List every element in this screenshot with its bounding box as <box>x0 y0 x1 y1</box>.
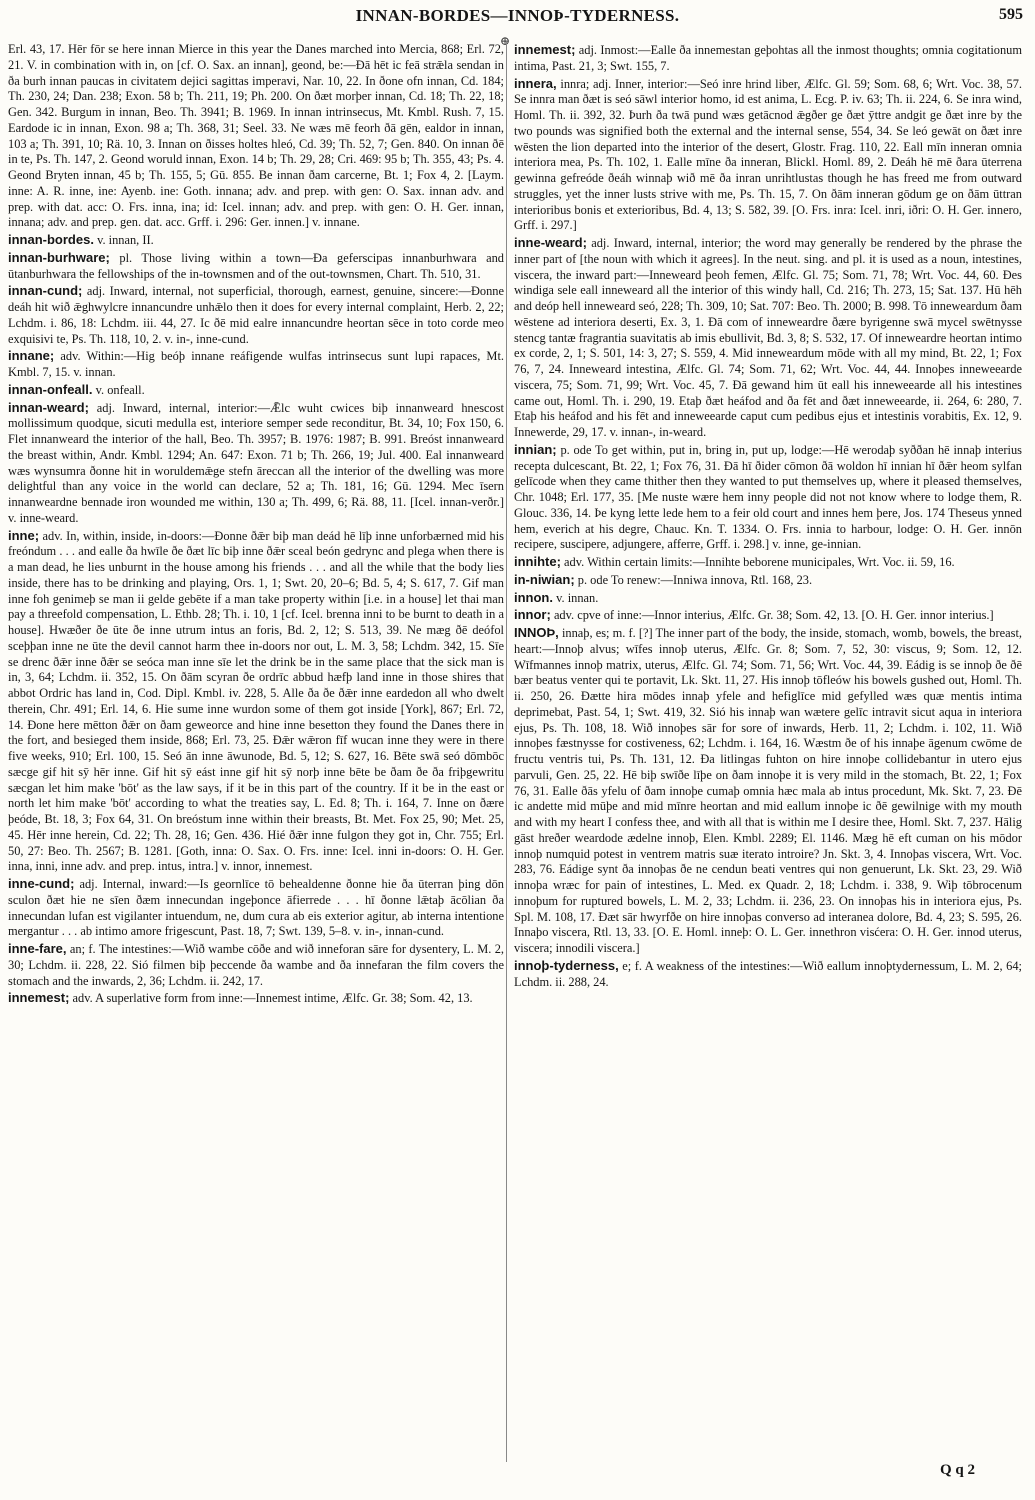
dictionary-entry <box>514 76 1022 235</box>
dictionary-entry <box>514 42 1022 75</box>
entry-headword: innane; <box>8 348 55 364</box>
entry-headword: innemest; <box>8 990 70 1006</box>
entry-definition: adj. Inmost:—Ealle ða innemestan geþohtas all the inmost thoughts; omnia cogitationum intima, Past. 21, 3; Swt. 155, 7. <box>514 43 1022 73</box>
entry-definition: an; f. The intestines:—Wið wambe cōðe and wið inneforan sāre for dysentery, L. M. 2, 30; Lchdm. ii. 228, 22. Sió filmen biþ þeccende ða wambe and ða innefaran the film covers the stomach and the inwards, 2, 36; Lchdm. ii. 242, 17. <box>8 942 504 988</box>
dictionary-entry <box>8 941 504 989</box>
entry-headword: innan-onfeall. <box>8 381 93 397</box>
dictionary-entry <box>514 442 1022 553</box>
column-divider-ornament-top: ⊕ <box>500 34 511 48</box>
entry-headword: innan-cund; <box>8 283 83 299</box>
dictionary-entry <box>8 990 504 1007</box>
dictionary-entry <box>8 382 504 399</box>
entry-definition: Erl. 43, 17. Hēr fōr se here innan Mierce in this year the Danes marched into Mercia, 868; Erl. 72, 21. V. in combination with in, on [cf. O. Sax. an innan], geond, be:—Ðā hēt ic feā strǣla sendan in ða burh innan paucas in civitatem dejici sagittas imperavi, Nar. 10, 22. In ðone ofn innan, Cd. 184; Th. 230, 24; Dan. 238; Exon. 58 b; Th. 211, 19; Ph. 200. On ðæt morþer innan, Cd. 18; Th. 22, 18; Gen. 342. Burgum in innan, Beo. Th. 3941; B. 1969. In innan intrinsecus, Mt. Kmbl. Rush. 7, 15. Eardode ic in innan, Exon. 98 a; Th. 368, 31; Seel. 33. Ne wæs mē feorh ðā gēn, ealdor in innan, 103 a; Th. 391, 10; Rä. 10, 3. Innan on ðisses holtes hleó, Cd. 39; Th. 52, 7; Gen. 840. On innan ðē in te, Ps. Th. 147, 2. Geond woruld innan, Exon. 14 b; Th. 29, 28; Cri. 469: 95 b; Th. 355, 43; Ps. 4. Geond Bryten innan, 45 b; Th. 155, 5; Gū. 855. Be innan ðam carcerne, Bt. 1; Fox 4, 2. [Laym. inne: A. R. inne, ine: Ayenb. ine: Goth. innana; adv. and prep. with gen: O. Sax. innan adv. and prep. with dat. acc: O. Frs. inna, ina; id: Icel. innan; adv. and prep. with gen: O. H. Ger. innan, innana; adv. and prep. gen. dat. acc. Grff. i. 296: Ger. innen.] v. innane. <box>8 42 504 230</box>
right-column <box>514 42 1022 1462</box>
entry-definition: innra; adj. Inner, interior:—Seó inre hrind liber, Ælfc. Gl. 59; Som. 68, 6; Wrt. Voc. 38, 57. Se innra man ðæt is seó sāwl interior homo, id est anima, L. Ecg. P. iv. 63; Th. ii. 224, 6. Se inra wind, Homl. Th. ii. 392, 32. Þurh ða twā pund wæs getācnod ǣgðer ge ðæt ȳttre andgit ge ðæt inre by the two pounds was signified both the external and the internal sense, 554, 34. Se leó gewāt on ðæt inre wēsten the lion departed into the interior of the desert, Glostr. Frag. 110, 22. Eall mīn inneran omnia interiora mea, Ps. Th. 102, 1. Ealle mīne ða inneran, Blickl. Homl. 89, 2. Deáh hē mē ðara ūterrena gewinna gefreóde ðeáh winnaþ wið mē ða inran unrihtlustas though he has freed me from outward struggles, yet the inner lusts strive with me, Ps. Th. 15, 7. On ðām inneran gōdum ge on ðām ūttran interioribus bonis et exterioribus, Bd. 4, 13; S. 582, 39. [O. Frs. inra: Icel. inri, iðri: O. H. Ger. innero, Grff. i. 297.] <box>514 76 1022 233</box>
entry-definition: v. innan. <box>556 590 599 605</box>
dictionary-entry <box>8 283 504 347</box>
printer-signature: Q q 2 <box>939 1462 975 1478</box>
entry-headword: innian; <box>514 441 557 457</box>
dictionary-entry <box>514 590 1022 607</box>
left-column <box>8 42 504 1462</box>
entry-headword: innan-weard; <box>8 399 89 415</box>
entry-definition: adv. In, within, inside, in-doors:—Ðonne ðǣr biþ man deád hē līþ inne unforbærned mid his freóndum . . . and ealle ða hwīle ðe ðæt līc biþ inne ðǣr sceal beón gedrync and plega when there is a man dead, he lies unburnt in the house among his friends . . . and all the while that the body lies inside, there has to be drinking and playing, Ors. 1, 1; Swt. 20, 20–6; Bd. 5, 4; S. 617, 7. Gif man inne foh genimeþ se man ii gelde gebēte if a man take property within [i.e. in a house] let thai man pay a threefold compensation, L. Ethb. 28; Th. i. 10, 1 [cf. Icel. brenna inni to be burnt to death in a house]. Hwæðer ðe ūte ðe inne utrum intus an foris, Bd. 2, 12; S. 513, 39. Ne mæg ðē deófol sceþþan inne ne ūte the devil cannot harm thee in-doors nor out, L. M. 3, 58; Lchdm. 342, 15. Sīe se drenc ðǣr inne ðǣr se seóca man inne sīe let the drink be in the same place that the sick man is in, 3, 64; Lchdm. ii. 352, 15. On ðām scyran ðe ordrīc abbud hæfþ land inne in those shires that abbot Ordric has land in, Cod. Dipl. Kmbl. iv. 228, 5. Alle ða ðe ðǣr inne eardedon all who dwelt therein, Chr. 491; Erl. 14, 6. Hie sume inne wurdon some of them got inside [York], 867; Erl. 72, 14. Ðone here mētton ðǣr on ðam geweorce and hine inne besetton they found the Danes there in the fort, and besieged them inside, 868; Erl. 73, 25. Ðǣr wǣron fīf wucan inne they were in there five weeks, 910; Erl. 100, 15. Seó ān inne āwunode, Bd. 5, 12; S. 627, 16. Bēte swā seó dōmbōc sæcge gif hit sȳ hēr inne. Gif hit sȳ eást inne gif hit sȳ norþ inne bēte be ðam ðe ða friþgewritu sæcgan let him make 'bōt' as the law says, if it be in this part of the country. If it be in the east or north let him make 'bōt' according to what the treaties say, L. Ed. 8; Th. i. 164, 7. Inne on ðære þeóde, Bt. 18, 3; Fox 64, 31. On breóstum inne within their breasts, Bt. Met. Fox 25, 90; Met. 25, 45. Hēr inne herein, Cd. 22; Th. 28, 16; Gen. 436. Hié ðǣr inne fulgon they got in, Chr. 755; Erl. 50, 27: Beo. Th. 2567; B. 1281. [Goth, inna: O. Sax. O. Frs. inne: Icel. inni in-doors: O. H. Ger. inna, inni, inne adv. and prep. intus, intra.] v. innor, innemest. <box>8 528 504 874</box>
dictionary-entry <box>8 528 504 876</box>
entry-definition: adj. Internal, inward:—Is geornlīce tō behealdenne ðonne hie ða ūterran þing dōn sculon ðæt hie ne sīen ðæm innecundan ingeþonce āfierrede . . . hī ðonne lǣtaþ ācōlian ða innecundan lufan est vigilanter intuendum, ne, dum cura ab eis exterior agitur, ab interna intentione mergantur . . . ab intimo amore frigescunt, Past. 18, 7; Swt. 139, 5–8. v. in-, innan-cund. <box>8 877 504 939</box>
entry-definition: adv. cpve of inne:—Innor interius, Ælfc. Gr. 38; Som. 42, 13. [O. H. Ger. innor interius.] <box>553 608 994 623</box>
entry-headword: innera, <box>514 75 557 91</box>
column-divider <box>506 42 507 1462</box>
page-title: INNAN-BORDES—INNOÞ-TYDERNESS. <box>355 6 680 25</box>
dictionary-entry <box>8 250 504 283</box>
entry-headword: innan-bordes. <box>8 232 94 247</box>
entry-headword: innemest; <box>514 42 576 57</box>
entry-headword: innihte; <box>514 554 561 569</box>
page-number: 595 <box>999 6 1023 23</box>
entry-definition: v. innan, II. <box>97 233 154 247</box>
dictionary-entry <box>514 235 1022 441</box>
entry-headword: innoþ-tyderness, <box>514 957 619 973</box>
entry-definition: adj. Inward, internal, not superficial, thorough, earnest, genuine, sincere:—Ðonne deáh hit wið ǣghwylcre innancundre unhǣlo then it does for every internal complaint, Herb. 2, 22; Lchdm. i. 86, 18: Lchdm. iii. 44, 27. Ic ðē mid ealre innancundre heortan sēce in toto corde meo exquisivi te, Ps. Th. 118, 10, 2. v. in-, inne-cund. <box>8 284 504 346</box>
dictionary-entry <box>8 400 504 527</box>
dictionary-entry <box>8 232 504 249</box>
dictionary-entry <box>514 554 1022 571</box>
entry-headword: inne-weard; <box>514 235 587 250</box>
entry-definition: pl. Those living within a town—Ða geferscipas innanburhwara and ūtanburhwara the fellowships of the in-townsmen and of the out-townsmen, Chart. Th. 510, 31. <box>8 250 504 281</box>
dictionary-entry <box>514 625 1022 957</box>
entry-definition: adv. Within certain limits:—Innihte beborene municipales, Wrt. Voc. ii. 59, 16. <box>564 555 955 569</box>
running-header <box>0 6 1035 32</box>
dictionary-entry <box>8 348 504 381</box>
dictionary-entry <box>8 876 504 940</box>
entry-headword: innan-burhware; <box>8 249 110 265</box>
entry-headword: in-niwian; <box>514 571 575 587</box>
entry-definition: adj. Inward, internal, interior:—Ǣlc wuht cwices biþ innanweard hnescost mollissimum quodque, sicuti medulla est, interiore semper sede reconditur, Bt. 34, 10; Fox 150, 6. Flet innanweard the interior of the hall, Beo. Th. 3957; B. 1976: 1987; B. 991. Breóst innanweard the breast within, Andr. Kmbl. 1294; An. 647: Exon. 71 b; Th. 266, 19; Jul. 400. Eal innanweard wæs wynsumra ðonne hit in woruldemǣge stefn āreccan all the interior of the dwelling was more delightful than any voice in the world can declare, 52 a; Th. 181, 16; Gū. 1294. Mec īsern innanweardne bennade iron wounded me within, 130 a; Th. 499, 6; Rä. 88, 11. [Icel. innan-verðr.] v. inne-weard. <box>8 400 504 525</box>
dictionary-entry <box>514 572 1022 589</box>
dictionary-entry <box>514 607 1022 624</box>
entry-definition: adj. Inward, internal, interior; the word may generally be rendered by the phrase the inner part of [the noun with which it agrees]. In the neut. sing. and pl. it is used as a noun, intestines, viscera, the inward part:—Inneweard þeoh femen, Ælfc. Gl. 75; Som. 71, 78; Wrt. Voc. 44, 60. Ðes windiga sele eall inneweard all the interior of this windy hall, Cd. 216; Th. 273, 15; Sat. 137. Hū hēh and deóp hell inneweard seó, 228; Th. 309, 10; Sat. 707: Beo. Th. 2000; B. 998. Tō inneweardum ðam wēstene ad interiora deserti, Ex. 3, 1. Ðā com of inneweardre ðære byrigenne swā mycel swētnysse stencg tantæ fragrantia suavitatis ab imis ebullivit, Bd. 3, 8; S. 532, 17. Of inneweardre heortan intimo ex corde, 2, 1; S. 501, 14: 3, 27; S. 559, 4. Mid inneweardum mōde with all my mind, Bt. 22, 1; Fox 76, 7, 24. Inneweard intestina, Ælfc. Gl. 74; Som. 71, 62; Wrt. Voc. 44, 44. Innoþes inneweearde viscera, 75; Som. 71, 99; Wrt. Voc. 45, 7. Ðā gewand him ūt eall his inneweearde all his intestines came out, Homl. Th. i. 290, 19. Etaþ ðæt heáfod and ða fēt and ðæt inneweearde, ii. 264, 6: 280, 7. Etaþ his heáfod and his fēt and inneweearde caput cum pedibus ejus et intestinis vorabitis, Ex. 12, 9. Innewerde, 29, 17. v. innan-, in-weard. <box>514 236 1022 439</box>
entry-definition: adv. A superlative form from inne:—Innemest intime, Ælfc. Gr. 38; Som. 42, 13. <box>72 991 473 1006</box>
entry-definition: innaþ, es; m. f. [?] The inner part of the body, the inside, stomach, womb, bowels, the breast, heart:—Innoþ alvus; wīfes innoþ uterus, Ælfc. Gr. 8; Som. 7, 52, 30: viscus, 9; Som. 12, 12. Wīfmannes innoþ matrix, uterus, Ælfc. Gl. 74; Som. 71, 56; Wrt. Voc. 44, 39. Eádig is se innoþ ðe ðē bær beatus venter qui te portavit, Lk. Skt. 11, 27. His innoþ tōfleów his bowels gushed out, Homl. Th. ii. 250, 26. Ðætte hira mōdes innaþ yfele and hefiglīce mid gefylled wæs quæ mentis intima deprimebat, Past. 54, 1; Swt. 419, 32. Sió his innaþ wan wætere gelīc intravit sicut aqua in interiora ejus, Ps. Th. 108, 18. Wið innoþes sār for sore of inwards, Herb. 11, 2; Lchdm. i. 102, 11. Wið innoþes fæstnysse for costiveness, 62; Lchdm. i. 164, 16. Wæstm ðe of his innaþe āgenum cwōme de fructu ventris tui, Ps. Th. 131, 12. Ða litlingas fuhton on hire innoþe collidebantur in utero ejus parvuli, Gen. 25, 22. Hē biþ swīðe līþe on ðam innoþe it is very mild in the stomach, Bt. 22, 1; Fox 76, 31. Ealle ðās yfelu of ðam innoþe cumaþ omnia hæc mala ab intus procedunt, Mk. Skt. 7, 23. Ðē ic andette mid mūþe and mid mīnre heortan and mid eallum innoþe ic ðē gewilnige with my mouth and with my heart I confess thee, and with all that is within me I desire thee, Homl. Skt. 7, 237. Hālig gāst hreðer weardode ædelne innoþ, Elen. Kmbl. 2289; El. 1146. Mæg hē eft cuman on his mōdor innoþ numquid potest in ventrem matris suæ iterato introire? Jn. Skt. 3, 4. Innoþas viscera, Wrt. Voc. 283, 76. Eádige synt ða innoþas ðe ne cendun beati ventres qui non genuerunt, Lk. Skt. 23, 29. Wið innoþa wræc for pain of intestines, L. Med. ex Quadr. 2, 18; Lchdm. i. 338, 9. Wiþ tōbrocenum innoþum for ruptured bowels, L. M. 2, 33; Lchdm. ii. 236, 23. On innoþas his in interiora ejus, Ps. Spl. M. 108, 17. Ðæt sār hwyrfðe on hire innoþas converso ad interanea dolore, Bd. 4, 23; S. 595, 26. Innaþo viscera, Rtl. 13, 33. [O. E. Homl. inneþ: O. L. Ger. innethron visćera: O. H. Ger. innod uterus, viscera; innodili viscera.] <box>514 626 1022 955</box>
entry-definition: p. ode To get within, put in, bring in, put up, lodge:—Hē werodaþ syððan hē innaþ interius recepta dulcescant, Bt. 22, 1; Fox 76, 31. Ðā hī ðider cōmon ðā woldon hī innian hī ðǣr heom sylfan gelīcode when they came thither then they wanted to put themselves up, where it pleased themselves, Chr. 1048; Erl. 177, 35. [Me nuste wære hem inny people did not not know where to lodge them, R. Glouc. 336, 14. Þe kyng lette lede hem to a feir old court and innes hem þere, Jos. 174 Theseus ynned hem, everich at his degre, Chauc. Kn. T. 1334. O. Frs. innia to harbour, lodge: O. H. Ger. innōn recipere, suscipere, adjungere, afferre, Grff. i. 298.] v. inne, ge-innian. <box>514 442 1022 552</box>
entry-headword: innon. <box>514 589 553 605</box>
dictionary-entry <box>514 958 1022 991</box>
entry-definition: v. onfeall. <box>95 382 145 397</box>
entry-definition: adv. Within:—Hig beóþ innane reáfigende wulfas intrinsecus sunt lupi rapaces, Mt. Kmbl. 7, 15. v. innan. <box>8 349 504 379</box>
entry-definition: p. ode To renew:—Inniwa innova, Rtl. 168, 23. <box>577 572 813 587</box>
entry-headword: INNOÞ, <box>514 625 559 640</box>
entry-headword: inne-cund; <box>8 876 75 891</box>
entry-definition: e; f. A weakness of the intestines:—Wið eallum innoþtydernessum, L. M. 2, 64; Lchdm. ii. 288, 24. <box>514 958 1022 989</box>
entry-headword: innor; <box>514 607 551 623</box>
entry-headword: inne; <box>8 527 40 543</box>
dictionary-entry <box>8 42 504 231</box>
entry-headword: inne-fare, <box>8 941 67 956</box>
